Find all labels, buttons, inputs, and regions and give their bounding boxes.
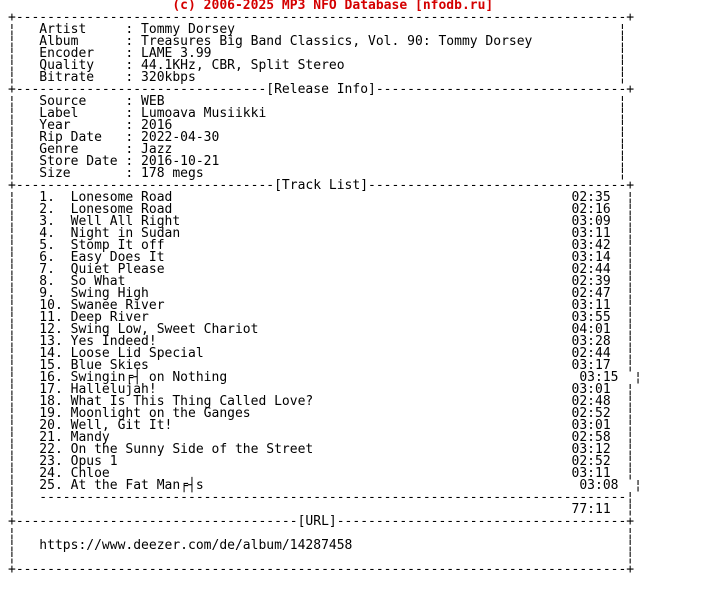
- nfo-body: +------------------------------------------------------------------------------+ ¦ Artist : Tommy Dorsey ¦ ¦ Album : Treasures Big Band Classics, Vol. 90: Tommy Dorsey ¦ ¦ Encoder : LAME 3.99 ¦ ¦ Quality : 44.1KHz, CBR, Split Stereo ¦ ¦ Bitrate : 320kbps ¦ +--------------------------------[Release Info]--------------------------------+ ¦ Source : WEB ¦ ¦ Label : Lumoava Musiikki ¦ ¦ Year : 2016 ¦ ¦ Rip Date : 2022-04-30 ¦ ¦ Genre : Jazz ¦ ¦ Store Date : 2016-10-21 ¦ ¦ Size : 178 megs ¦ +---------------------------------[Track List]---------------------------------+ ¦ 1. Lonesome Road 02:35 ¦ ¦ 2. Lonesome Road 02:16 ¦ ¦ 3. Well All Right 03:09 ¦ ¦ 4. Night in Sudan 03:11 ¦ ¦ 5. Stomp It off 03:42 ¦ ¦ 6. Easy Does It 03:14 ¦ ¦ 7. Quiet Please 02:44 ¦ ¦ 8. So What 02:39 ¦ ¦ 9. Swing High 02:47 ¦ ¦ 10. Swanee River 03:11 ¦ ¦ 11. Deep River 03:55 ¦ ¦ 12. Swing Low, Sweet Chariot 04:01 ¦ ¦ 13. Yes Indeed! 03:28 ¦ ¦ 14. Loose Lid Special 02:44 ¦ ¦ 15. Blue Skies 03:17 ¦ ¦ 16. Swingin╒┤ on Nothing 03:15 ¦ ¦ 17. Hallelujah! 03:01 ¦ ¦ 18. What Is This Thing Called Love? 02:48 ¦ ¦ 19. Moonlight on the Ganges 02:52 ¦ ¦ 20. Well, Git It! 03:01 ¦ ¦ 21. Mandy 02:58 ¦ ¦ 22. On the Sunny Side of the Street 03:12 ¦ ¦ 23. Opus 1 02:52 ¦ ¦ 24. Chloe 03:11 ¦ ¦ 25. At the Fat Man╒┤s 03:08 ¦ ¦ ---------------------------------------------------------------------------¦ ¦ 77:11 ¦ +------------------------------------[URL]-------------------------------------+ ¦ ¦ ¦ https://www.deezer.com/de/album/14287458 ¦ ¦ ¦ +------------------------------------------------------------------------------+: [8, 10, 642, 577]
- site-header: (c) 2006-2025 MP3 NFO Database [nfodb.ru]: [8, 0, 494, 13]
